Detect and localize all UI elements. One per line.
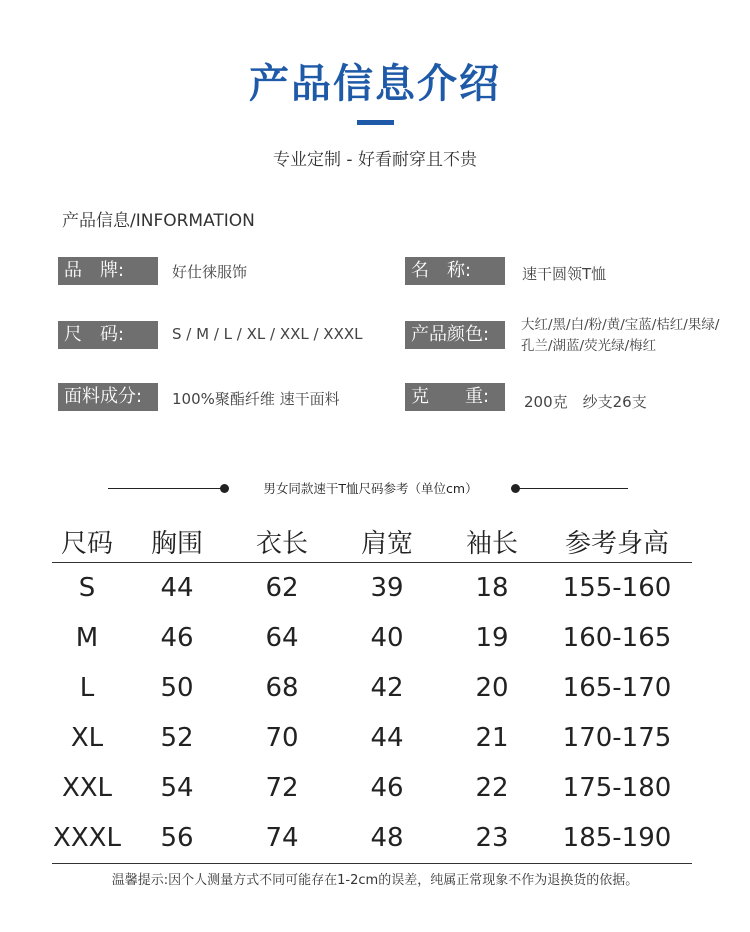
cell-size: S <box>78 573 96 603</box>
cell-sleeve: 22 <box>475 773 509 803</box>
header-chest: 胸围 <box>122 520 232 563</box>
table-row <box>52 563 692 614</box>
table-row <box>52 813 692 864</box>
cell-size: XL <box>70 723 104 753</box>
divider-dot <box>220 484 229 493</box>
size-chart-caption-bar <box>108 478 628 500</box>
size-value: S / M / L / XL / XXL / XXXL <box>172 325 363 343</box>
cell-sleeve: 21 <box>475 723 509 753</box>
cell-chest: 50 <box>160 673 194 703</box>
cell-sleeve: 18 <box>475 573 509 603</box>
size-label: 尺 码: <box>58 321 158 349</box>
size-chart-table <box>52 520 692 864</box>
divider-line <box>108 488 223 489</box>
cell-size: XXL <box>61 773 113 803</box>
cell-height: 175-180 <box>562 773 672 803</box>
fabric-label: 面料成分: <box>58 383 158 411</box>
cell-length: 72 <box>265 773 299 803</box>
cell-shoulder: 39 <box>370 573 404 603</box>
cell-length: 62 <box>265 573 299 603</box>
cell-size: XXXL <box>52 813 122 864</box>
header-size: 尺码 <box>52 520 122 563</box>
cell-chest: 46 <box>160 623 194 653</box>
cell-chest: 54 <box>160 773 194 803</box>
page-title: 产品信息介绍 <box>249 61 501 107</box>
cell-shoulder: 40 <box>370 623 404 653</box>
header-shoulder: 肩宽 <box>332 520 442 563</box>
cell-shoulder: 44 <box>370 723 404 753</box>
measurement-note: 温馨提示:因个人测量方式不同可能存在1-2cm的误差，纯属正常现象不作为退换货的依据。 <box>111 873 639 888</box>
cell-height: 170-175 <box>562 723 672 753</box>
cell-chest: 52 <box>160 723 194 753</box>
color-label: 产品颜色: <box>405 321 505 349</box>
cell-size: M <box>75 623 99 653</box>
fabric-value: 100%聚酯纤维 速干面料 <box>172 390 340 408</box>
name-value: 速干圆领T恤 <box>522 265 607 283</box>
cell-length: 70 <box>265 723 299 753</box>
page-subtitle: 专业定制 - 好看耐穿且不贵 <box>273 150 477 170</box>
cell-shoulder: 46 <box>370 773 404 803</box>
weight-label: 克 重: <box>405 383 505 411</box>
cell-height: 155-160 <box>562 573 672 603</box>
size-chart-caption: 男女同款速干T恤尺码参考（单位cm） <box>263 481 478 496</box>
cell-chest: 44 <box>160 573 194 603</box>
info-section-title: 产品信息/INFORMATION <box>62 211 255 231</box>
header-height: 参考身高 <box>542 520 692 563</box>
header-sleeve: 袖长 <box>442 520 542 563</box>
table-row <box>52 613 692 663</box>
header-length: 衣长 <box>232 520 332 563</box>
cell-shoulder: 42 <box>370 673 404 703</box>
cell-sleeve: 23 <box>442 813 542 864</box>
cell-length: 74 <box>232 813 332 864</box>
cell-chest: 56 <box>122 813 232 864</box>
cell-size: L <box>79 673 95 703</box>
cell-shoulder: 48 <box>332 813 442 864</box>
table-row <box>52 763 692 813</box>
cell-height: 165-170 <box>562 673 672 703</box>
cell-sleeve: 20 <box>475 673 509 703</box>
table-header-row <box>52 520 692 563</box>
cell-length: 64 <box>265 623 299 653</box>
color-value: 大红/黑/白/粉/黄/宝蓝/桔红/果绿/孔兰/湖蓝/荧光绿/梅红 <box>521 317 720 354</box>
cell-length: 68 <box>265 673 299 703</box>
cell-sleeve: 19 <box>475 623 509 653</box>
table-row <box>52 713 692 763</box>
cell-height: 160-165 <box>562 623 672 653</box>
title-underline <box>357 120 394 125</box>
weight-value: 200克 纱支26支 <box>524 393 647 411</box>
divider-line <box>516 488 628 489</box>
brand-value: 好仕徕服饰 <box>172 263 248 281</box>
name-label: 名 称: <box>405 257 505 285</box>
table-row <box>52 663 692 713</box>
brand-label: 品 牌: <box>58 257 158 285</box>
cell-height: 185-190 <box>542 813 692 864</box>
